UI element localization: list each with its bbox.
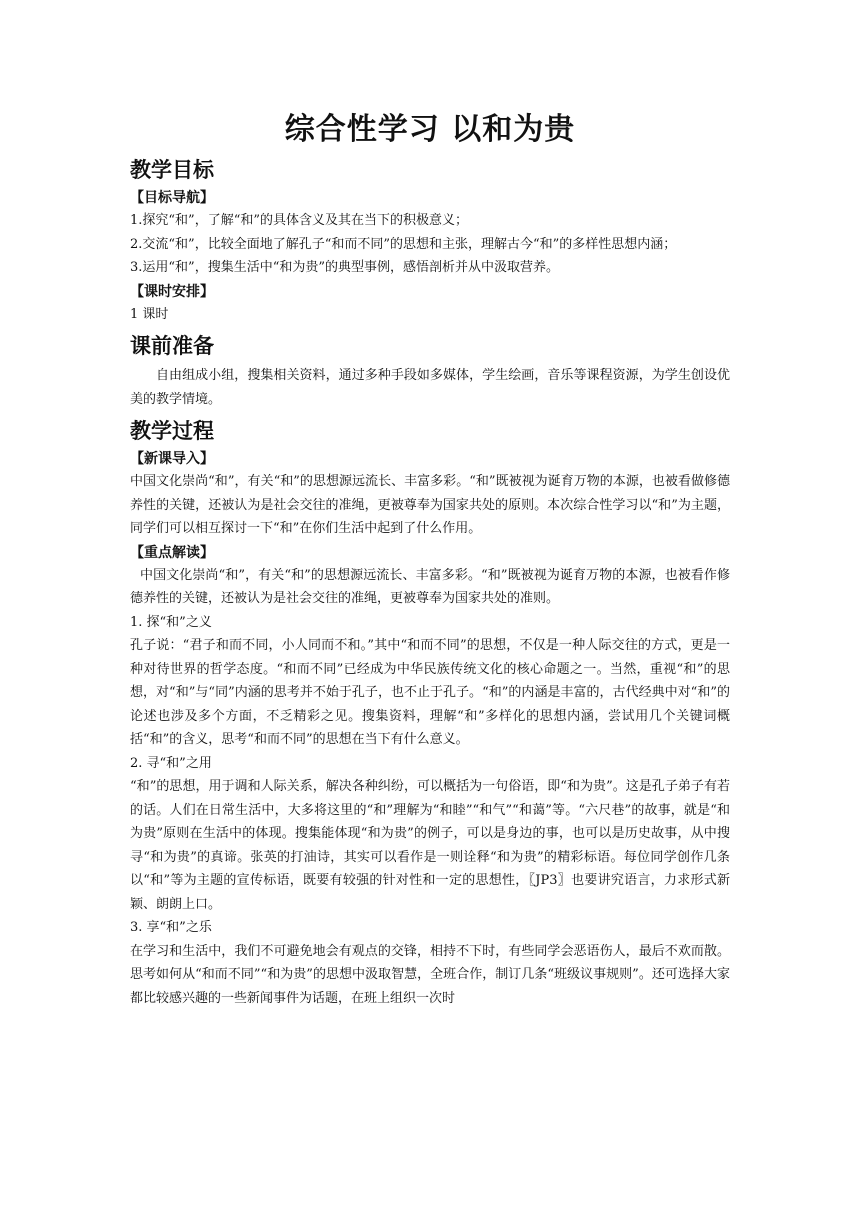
- class-hours-label: 【课时安排】: [130, 283, 214, 300]
- preparation-paragraph: 自由组成小组，搜集相关资料，通过多种手段如多媒体，学生绘画，音乐等课程资源，为学生创设优美的教学情境。: [130, 368, 730, 407]
- part-2-title: 2. 寻“和”之用: [130, 755, 212, 771]
- part-3-paragraph: 在学习和生活中，我们不可避免地会有观点的交锋，相持不下时，有些同学会恶语伤人，最后不欢而散。思考如何从“和而不同”“和为贵”的思想中汲取智慧，全班合作，制订几条“班级议事规则”。还可选择大家都比较感兴趣的一些新闻事件为话题，在班上组织一次时: [130, 943, 730, 1006]
- key-points-label: 【重点解读】: [130, 544, 214, 561]
- document-title: 综合性学习 以和为贵: [284, 112, 576, 147]
- section-heading-teaching-goals: 教学目标: [130, 158, 214, 182]
- section-heading-preparation: 课前准备: [130, 334, 214, 358]
- lesson-intro-label: 【新课导入】: [130, 451, 214, 467]
- goal-item-3: 3.运用“和”，搜集生活中“和为贵”的典型事例，感悟剖析并从中汲取营养。: [130, 260, 559, 275]
- goal-item-1: 1.探究“和”，了解“和”的具体含义及其在当下的积极意义；: [130, 213, 468, 228]
- part-1-paragraph: 孔子说：“君子和而不同，小人同而不和。”其中“和而不同”的思想，不仅是一种人际交往的方式，更是一种对待世界的哲学态度。“和而不同”已经成为中华民族传统文化的核心命题之一。当然，重视“和”的思想，对“和”与“同”内涵的思考并不始于孔子，也不止于孔子。“和”的内涵是丰富的，古代经典中对“和”的论述也涉及多个方面，不乏精彩之见。搜集资料，理解“和”多样化的思想内涵，尝试用几个关键词概括“和”的含义，思考“和而不同”的思想在当下有什么意义。: [130, 638, 730, 747]
- goal-item-2: 2.交流“和”，比较全面地了解孔子“和而不同”的思想和主张，理解古今“和”的多样性思想内涵；: [130, 236, 677, 252]
- part-3-title: 3. 享“和”之乐: [130, 920, 212, 935]
- goal-navigation-label: 【目标导航】: [130, 190, 214, 206]
- document-body: [130, 104, 730, 1010]
- class-hours-value: 1 课时: [130, 306, 169, 322]
- key-points-paragraph: 中国文化崇尚“和”，有关“和”的思想源远流长、丰富多彩。“和”既被视为诞育万物的本源，也被看作修德养性的关键，还被认为是社会交往的准绳，更被尊奉为国家共处的准则。: [130, 567, 730, 606]
- part-2-paragraph: “和”的思想，用于调和人际关系，解决各种纠纷，可以概括为一句俗语，即“和为贵”。这是孔子弟子有若的话。人们在日常生活中，大多将这里的“和”理解为“和睦”“和气”“和蔼”等。“六尺巷”的故事，就是“和为贵”原则在生活中的体现。搜集能体现“和为贵”的例子，可以是身边的事，也可以是历史故事，从中搜寻“和为贵”的真谛。张英的打油诗，其实可以看作是一则诠释“和为贵”的精彩标语。每位同学创作几条以“和”等为主题的宣传标语，既要有较强的针对性和一定的思想性，〖JP3〗也要讲究语言，力求形式新颖、朗朗上口。: [130, 779, 730, 912]
- lesson-intro-paragraph: 中国文化崇尚“和”，有关“和”的思想源远流长、丰富多彩。“和”既被视为诞育万物的本源，也被看做修德养性的关键，还被认为是社会交往的准绳，更被尊奉为国家共处的原则。本次综合性学习以“和”为主题，同学们可以相互探讨一下“和”在你们生活中起到了什么作用。: [130, 474, 730, 536]
- section-heading-teaching-process: 教学过程: [130, 419, 214, 443]
- part-1-title: 1. 探“和”之义: [130, 614, 212, 630]
